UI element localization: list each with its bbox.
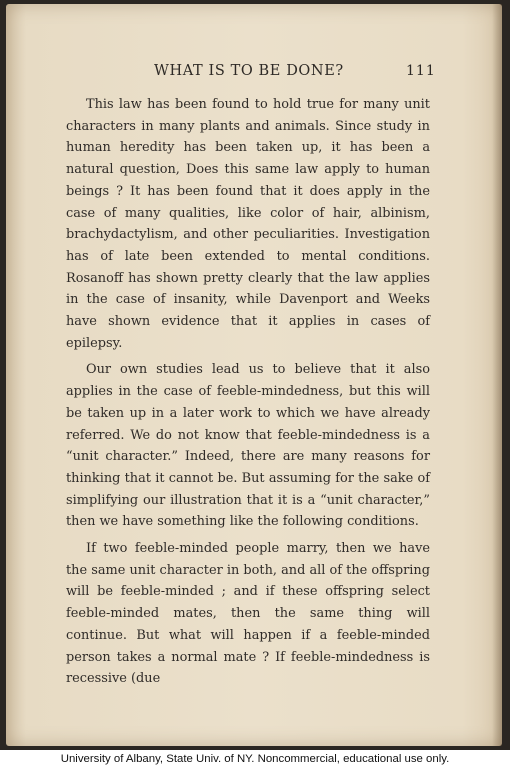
usage-caption: University of Albany, State Univ. of NY. Noncommercial, educational use only. — [60, 753, 450, 765]
running-head: WHAT IS TO BE DONE? — [154, 63, 344, 79]
book-page — [6, 4, 502, 746]
paragraph: This law has been found to hold true for many unit characters in many plants and animals. Since study in human heredity has been taken up, it has been a natural question, Does this same law apply to human beings ? It has been found that it does apply in the case of many qualities, like color of hair, albinism, brachydactylism, and other peculiarities. Investigation has of late been extended to mental conditions. Rosanoff has shown pretty clearly that the law applies in the case of insanity, while Davenport and Weeks have shown evidence that it applies in cases of epilepsy. — [66, 97, 430, 351]
page-gutter-shadow — [492, 4, 502, 746]
body-text — [66, 94, 430, 695]
paragraph: If two feeble-minded people marry, then we have the same unit character in both, and all of the offspring will be feeble-minded ; and if these offspring select feeble-minded mates, then the same thing will continue. But what will happen if a feeble-minded person takes a normal mate ? If feeble-mindedness is recessive (due — [66, 541, 430, 687]
page-number: 111 — [406, 63, 436, 79]
page-header — [6, 63, 502, 87]
paragraph: Our own studies lead us to believe that it also applies in the case of feeble-mindedness, but this will be taken up in a later work to which we have already referred. We do not know that feeble-mindedness is a “unit character.” Indeed, there are many reasons for thinking that it cannot be. But assuming for the sake of simplifying our illustration that it is a “unit character,” then we have something like the following conditions. — [66, 362, 430, 530]
